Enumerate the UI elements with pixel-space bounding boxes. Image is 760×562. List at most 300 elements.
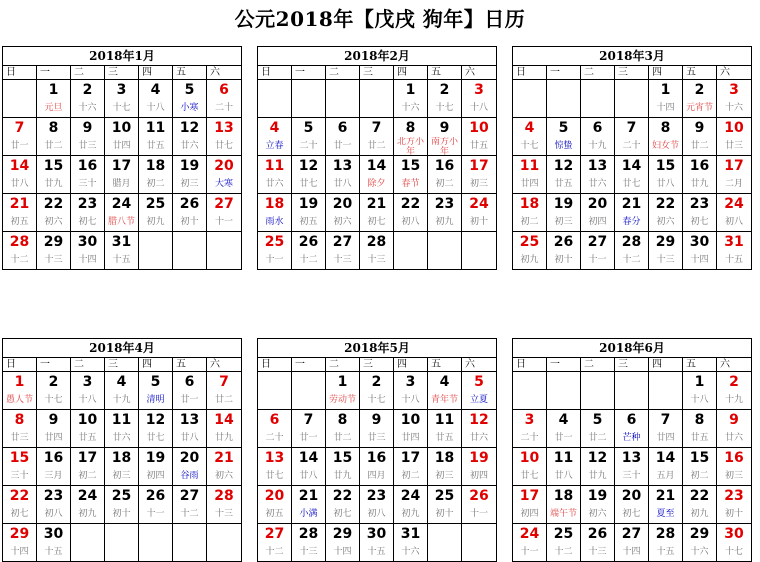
day-number: 7 (626, 120, 637, 136)
lunar-date: 廿一 (554, 433, 573, 443)
day-cell[interactable] (207, 486, 241, 523)
day-cell[interactable] (649, 232, 683, 269)
day-cell[interactable] (581, 486, 615, 523)
day-cell[interactable] (717, 80, 751, 117)
day-number: 18 (553, 488, 574, 504)
weekday-label: 二 (71, 358, 105, 371)
day-number: 27 (332, 234, 353, 250)
day-cell[interactable] (513, 118, 547, 155)
lunar-date: 廿七 (299, 179, 318, 189)
day-cell[interactable] (649, 80, 683, 117)
day-cell[interactable] (326, 448, 360, 485)
lunar-date: 十六 (78, 103, 97, 113)
day-cell[interactable] (360, 448, 394, 485)
day-number: 30 (689, 234, 710, 250)
day-cell[interactable] (547, 194, 581, 231)
lunar-date: 初三 (724, 471, 743, 481)
day-cell[interactable] (394, 156, 428, 193)
day-number: 1 (660, 82, 671, 98)
day-cell[interactable] (394, 448, 428, 485)
day-cell[interactable] (326, 486, 360, 523)
day-cell[interactable] (37, 372, 71, 409)
day-cell[interactable] (105, 372, 139, 409)
day-cell[interactable] (360, 524, 394, 561)
day-cell[interactable] (37, 118, 71, 155)
weekday-label: 一 (37, 66, 71, 79)
weekday-label: 六 (720, 359, 730, 370)
day-cell[interactable] (71, 118, 105, 155)
day-cell[interactable] (292, 448, 326, 485)
day-cell[interactable] (105, 448, 139, 485)
day-cell[interactable] (292, 232, 326, 269)
day-cell[interactable] (547, 410, 581, 447)
lunar-date: 廿九 (214, 433, 233, 443)
day-cell[interactable] (394, 410, 428, 447)
day-cell[interactable] (326, 156, 360, 193)
lunar-date: 十七 (367, 395, 386, 405)
day-cell[interactable] (37, 232, 71, 269)
day-cell[interactable] (394, 80, 428, 117)
day-cell[interactable] (547, 232, 581, 269)
day-cell[interactable] (71, 410, 105, 447)
lunar-date: 二十 (214, 103, 233, 113)
day-number: 6 (269, 412, 280, 428)
day-cell[interactable] (615, 118, 649, 155)
day-number: 2 (729, 374, 739, 390)
day-cell[interactable] (326, 118, 360, 155)
lunar-date: 十一 (469, 509, 488, 519)
lunar-date: 十二 (180, 509, 199, 519)
lunar-date: 廿八 (554, 471, 573, 481)
day-cell[interactable] (428, 410, 462, 447)
day-cell[interactable] (139, 80, 173, 117)
day-cell[interactable] (649, 524, 683, 561)
day-cell[interactable] (139, 372, 173, 409)
day-cell[interactable] (615, 232, 649, 269)
weekday-label: 二 (326, 66, 360, 79)
empty-cell (462, 524, 496, 561)
day-number: 25 (264, 234, 285, 250)
lunar-date: 十四 (333, 547, 352, 557)
day-cell[interactable] (394, 372, 428, 409)
day-cell[interactable] (462, 486, 496, 523)
week-row (3, 524, 241, 561)
weekday-label: 日 (258, 66, 292, 79)
day-cell[interactable] (3, 118, 37, 155)
day-number: 2 (694, 82, 705, 98)
day-cell[interactable] (326, 410, 360, 447)
day-cell[interactable] (3, 194, 37, 231)
day-cell[interactable] (292, 194, 326, 231)
day-cell[interactable] (615, 194, 649, 231)
day-cell[interactable] (37, 156, 71, 193)
day-cell[interactable] (547, 118, 581, 155)
day-cell[interactable] (258, 410, 292, 447)
day-cell[interactable] (649, 410, 683, 447)
day-cell[interactable] (71, 232, 105, 269)
day-cell[interactable] (207, 194, 241, 231)
day-cell[interactable] (173, 486, 207, 523)
day-number: 10 (400, 412, 421, 428)
day-number: 16 (434, 158, 455, 174)
day-cell[interactable] (649, 118, 683, 155)
day-number: 18 (264, 196, 285, 212)
day-cell[interactable] (326, 524, 360, 561)
day-cell[interactable] (3, 410, 37, 447)
day-number: 18 (145, 158, 166, 174)
day-cell[interactable] (139, 486, 173, 523)
day-cell[interactable] (258, 156, 292, 193)
empty-cell (428, 232, 462, 269)
empty-cell (207, 524, 241, 561)
day-cell[interactable] (683, 156, 717, 193)
lunar-date: 初二 (146, 179, 165, 189)
empty-cell (615, 372, 649, 409)
day-cell[interactable] (71, 194, 105, 231)
day-cell[interactable] (139, 194, 173, 231)
lunar-date: 廿三 (724, 141, 743, 151)
day-cell[interactable] (173, 372, 207, 409)
day-cell[interactable] (717, 232, 751, 269)
day-cell[interactable] (71, 80, 105, 117)
day-cell[interactable] (105, 80, 139, 117)
day-cell[interactable] (258, 486, 292, 523)
lunar-date: 立夏 (469, 395, 488, 405)
lunar-date: 廿八 (656, 179, 675, 189)
day-cell[interactable] (717, 524, 751, 561)
lunar-date: 廿八 (180, 433, 199, 443)
lunar-date: 初十 (112, 509, 131, 519)
day-number: 23 (434, 196, 455, 212)
empty-cell (292, 80, 326, 117)
day-cell[interactable] (173, 194, 207, 231)
day-number: 22 (689, 488, 710, 504)
day-number: 29 (9, 526, 30, 542)
day-number: 9 (694, 120, 705, 136)
day-cell[interactable] (258, 448, 292, 485)
day-cell[interactable] (683, 194, 717, 231)
lunar-date: 春节 (401, 179, 420, 189)
day-cell[interactable] (581, 232, 615, 269)
day-cell[interactable] (139, 448, 173, 485)
day-cell[interactable] (581, 194, 615, 231)
day-cell[interactable] (258, 524, 292, 561)
day-cell[interactable] (547, 486, 581, 523)
day-number: 29 (689, 526, 710, 542)
day-cell[interactable] (326, 232, 360, 269)
day-cell[interactable] (428, 80, 462, 117)
day-number: 31 (111, 234, 132, 250)
weekday-header-row (258, 66, 496, 80)
day-cell[interactable] (428, 156, 462, 193)
day-cell[interactable] (258, 118, 292, 155)
day-cell[interactable] (547, 448, 581, 485)
day-cell[interactable] (581, 118, 615, 155)
day-cell[interactable] (462, 410, 496, 447)
day-cell[interactable] (207, 372, 241, 409)
day-cell[interactable] (360, 232, 394, 269)
day-cell[interactable] (105, 486, 139, 523)
day-cell[interactable] (173, 448, 207, 485)
day-cell[interactable] (3, 486, 37, 523)
day-cell[interactable] (615, 524, 649, 561)
day-number: 11 (145, 120, 166, 136)
day-number: 12 (587, 450, 608, 466)
weekday-label: 三 (105, 66, 139, 79)
day-number: 11 (111, 412, 132, 428)
week-row (513, 80, 751, 118)
day-cell[interactable] (513, 232, 547, 269)
lunar-date: 初九 (78, 509, 97, 519)
day-cell[interactable] (683, 118, 717, 155)
weekday-label: 二 (581, 358, 615, 371)
day-cell[interactable] (717, 448, 751, 485)
day-number: 23 (77, 196, 98, 212)
day-cell[interactable] (462, 194, 496, 231)
lunar-date: 初三 (435, 471, 454, 481)
lunar-date: 初二 (401, 471, 420, 481)
day-cell[interactable] (649, 448, 683, 485)
day-cell[interactable] (292, 156, 326, 193)
day-cell[interactable] (105, 410, 139, 447)
day-cell[interactable] (360, 372, 394, 409)
day-cell[interactable] (683, 448, 717, 485)
day-cell[interactable] (615, 156, 649, 193)
day-cell[interactable] (105, 156, 139, 193)
lunar-date: 初七 (10, 509, 29, 519)
day-cell[interactable] (394, 194, 428, 231)
day-cell[interactable] (37, 486, 71, 523)
day-cell[interactable] (513, 410, 547, 447)
day-number: 23 (43, 488, 64, 504)
day-cell[interactable] (71, 156, 105, 193)
day-cell[interactable] (360, 194, 394, 231)
day-number: 25 (553, 526, 574, 542)
day-number: 24 (724, 196, 744, 212)
day-number: 10 (519, 450, 540, 466)
lunar-date: 十三 (656, 255, 675, 265)
day-number: 23 (724, 488, 744, 504)
day-cell[interactable] (649, 194, 683, 231)
day-cell[interactable] (207, 80, 241, 117)
day-number: 22 (400, 196, 421, 212)
day-cell[interactable] (173, 80, 207, 117)
weekday-label: 六 (465, 359, 475, 370)
day-cell[interactable] (37, 524, 71, 561)
day-cell[interactable] (547, 524, 581, 561)
month-table (2, 338, 242, 562)
day-cell[interactable] (394, 524, 428, 561)
day-cell[interactable] (139, 118, 173, 155)
day-cell[interactable] (717, 486, 751, 523)
day-number: 30 (77, 234, 98, 250)
day-cell[interactable] (360, 156, 394, 193)
day-number: 29 (43, 234, 64, 250)
empty-cell (258, 80, 292, 117)
week-row (3, 194, 241, 232)
day-cell[interactable] (37, 194, 71, 231)
day-cell[interactable] (173, 118, 207, 155)
day-cell[interactable] (581, 524, 615, 561)
day-number: 3 (524, 412, 535, 428)
weekday-label: 一 (37, 358, 71, 371)
lunar-date: 十三 (588, 547, 607, 557)
day-cell[interactable] (139, 410, 173, 447)
day-cell[interactable] (462, 448, 496, 485)
day-cell[interactable] (3, 232, 37, 269)
day-cell[interactable] (292, 118, 326, 155)
lunar-date: 廿八 (10, 179, 29, 189)
day-cell[interactable] (37, 448, 71, 485)
day-cell[interactable] (173, 156, 207, 193)
day-cell[interactable] (717, 118, 751, 155)
month-title: 2018年1月 (3, 47, 241, 66)
weekday-label: 五 (428, 358, 462, 371)
empty-cell (207, 232, 241, 269)
day-cell[interactable] (207, 448, 241, 485)
day-cell[interactable] (3, 448, 37, 485)
day-cell[interactable] (428, 448, 462, 485)
lunar-date: 愚人节 (5, 395, 33, 405)
page-title: 公元2018年【戊戌 狗年】日历 (234, 7, 526, 31)
day-cell[interactable] (615, 486, 649, 523)
day-number: 6 (184, 374, 195, 390)
day-cell[interactable] (258, 232, 292, 269)
day-number: 3 (474, 82, 484, 98)
lunar-date: 廿九 (588, 471, 607, 481)
day-cell[interactable] (292, 524, 326, 561)
day-cell[interactable] (683, 410, 717, 447)
day-cell[interactable] (513, 194, 547, 231)
day-cell[interactable] (292, 486, 326, 523)
day-cell[interactable] (292, 410, 326, 447)
lunar-date: 初九 (146, 217, 165, 227)
weekday-header-row (3, 66, 241, 80)
day-number: 24 (519, 526, 540, 542)
day-number: 28 (366, 234, 387, 250)
lunar-date: 二月 (724, 179, 743, 189)
day-cell[interactable] (207, 410, 241, 447)
empty-cell (581, 372, 615, 409)
day-cell[interactable] (71, 372, 105, 409)
day-cell[interactable] (71, 448, 105, 485)
day-cell[interactable] (717, 194, 751, 231)
day-number: 25 (519, 234, 540, 250)
week-row (3, 80, 241, 118)
day-cell[interactable] (326, 194, 360, 231)
lunar-date: 初九 (401, 509, 420, 519)
day-cell[interactable] (428, 372, 462, 409)
lunar-date: 初十 (554, 255, 573, 265)
lunar-date: 廿二 (44, 141, 63, 151)
day-cell[interactable] (581, 410, 615, 447)
day-cell[interactable] (428, 194, 462, 231)
day-cell[interactable] (173, 410, 207, 447)
day-cell[interactable] (615, 448, 649, 485)
day-cell[interactable] (360, 486, 394, 523)
day-cell[interactable] (37, 410, 71, 447)
day-cell[interactable] (360, 118, 394, 155)
day-number: 26 (553, 234, 574, 250)
day-number: 22 (43, 196, 64, 212)
day-cell[interactable] (428, 118, 462, 155)
day-cell[interactable] (547, 156, 581, 193)
day-cell[interactable] (462, 372, 496, 409)
day-cell[interactable] (513, 448, 547, 485)
day-cell[interactable] (615, 410, 649, 447)
day-cell[interactable] (3, 372, 37, 409)
lunar-date: 初九 (520, 255, 539, 265)
day-number: 10 (111, 120, 132, 136)
day-cell[interactable] (139, 156, 173, 193)
day-cell[interactable] (581, 156, 615, 193)
lunar-date: 初三 (469, 179, 488, 189)
day-cell[interactable] (513, 156, 547, 193)
day-cell[interactable] (3, 524, 37, 561)
day-cell[interactable] (649, 486, 683, 523)
day-cell[interactable] (326, 372, 360, 409)
day-cell[interactable] (105, 232, 139, 269)
day-cell[interactable] (207, 156, 241, 193)
day-cell[interactable] (462, 118, 496, 155)
day-cell[interactable] (258, 194, 292, 231)
day-cell[interactable] (462, 80, 496, 117)
day-cell[interactable] (717, 156, 751, 193)
day-cell[interactable] (649, 156, 683, 193)
day-number: 19 (553, 196, 574, 212)
day-cell[interactable] (428, 486, 462, 523)
day-cell[interactable] (3, 156, 37, 193)
day-cell[interactable] (683, 80, 717, 117)
lunar-date: 廿二 (333, 433, 352, 443)
day-number: 27 (214, 196, 234, 212)
day-cell[interactable] (105, 194, 139, 231)
day-cell[interactable] (581, 448, 615, 485)
day-number: 17 (519, 488, 540, 504)
day-cell[interactable] (513, 524, 547, 561)
day-cell[interactable] (71, 486, 105, 523)
day-cell[interactable] (394, 118, 428, 155)
day-cell[interactable] (683, 232, 717, 269)
day-cell[interactable] (394, 486, 428, 523)
day-cell[interactable] (462, 156, 496, 193)
day-number: 27 (621, 526, 642, 542)
day-number: 31 (400, 526, 421, 542)
lunar-date: 廿一 (299, 433, 318, 443)
day-cell[interactable] (717, 410, 751, 447)
weekday-label: 六 (465, 67, 475, 78)
day-number: 11 (264, 158, 285, 174)
day-number: 27 (264, 526, 285, 542)
lunar-date: 廿九 (333, 471, 352, 481)
day-number: 1 (14, 374, 25, 390)
day-cell[interactable] (360, 410, 394, 447)
day-cell[interactable] (513, 486, 547, 523)
day-cell[interactable] (683, 486, 717, 523)
day-number: 21 (298, 488, 319, 504)
day-cell[interactable] (683, 524, 717, 561)
day-cell[interactable] (37, 80, 71, 117)
empty-cell (139, 524, 173, 561)
day-number: 26 (298, 234, 319, 250)
day-cell[interactable] (683, 372, 717, 409)
day-number: 16 (366, 450, 387, 466)
day-number: 15 (43, 158, 64, 174)
day-cell[interactable] (105, 118, 139, 155)
day-cell[interactable] (207, 118, 241, 155)
day-cell[interactable] (717, 372, 751, 409)
day-number: 15 (400, 158, 421, 174)
